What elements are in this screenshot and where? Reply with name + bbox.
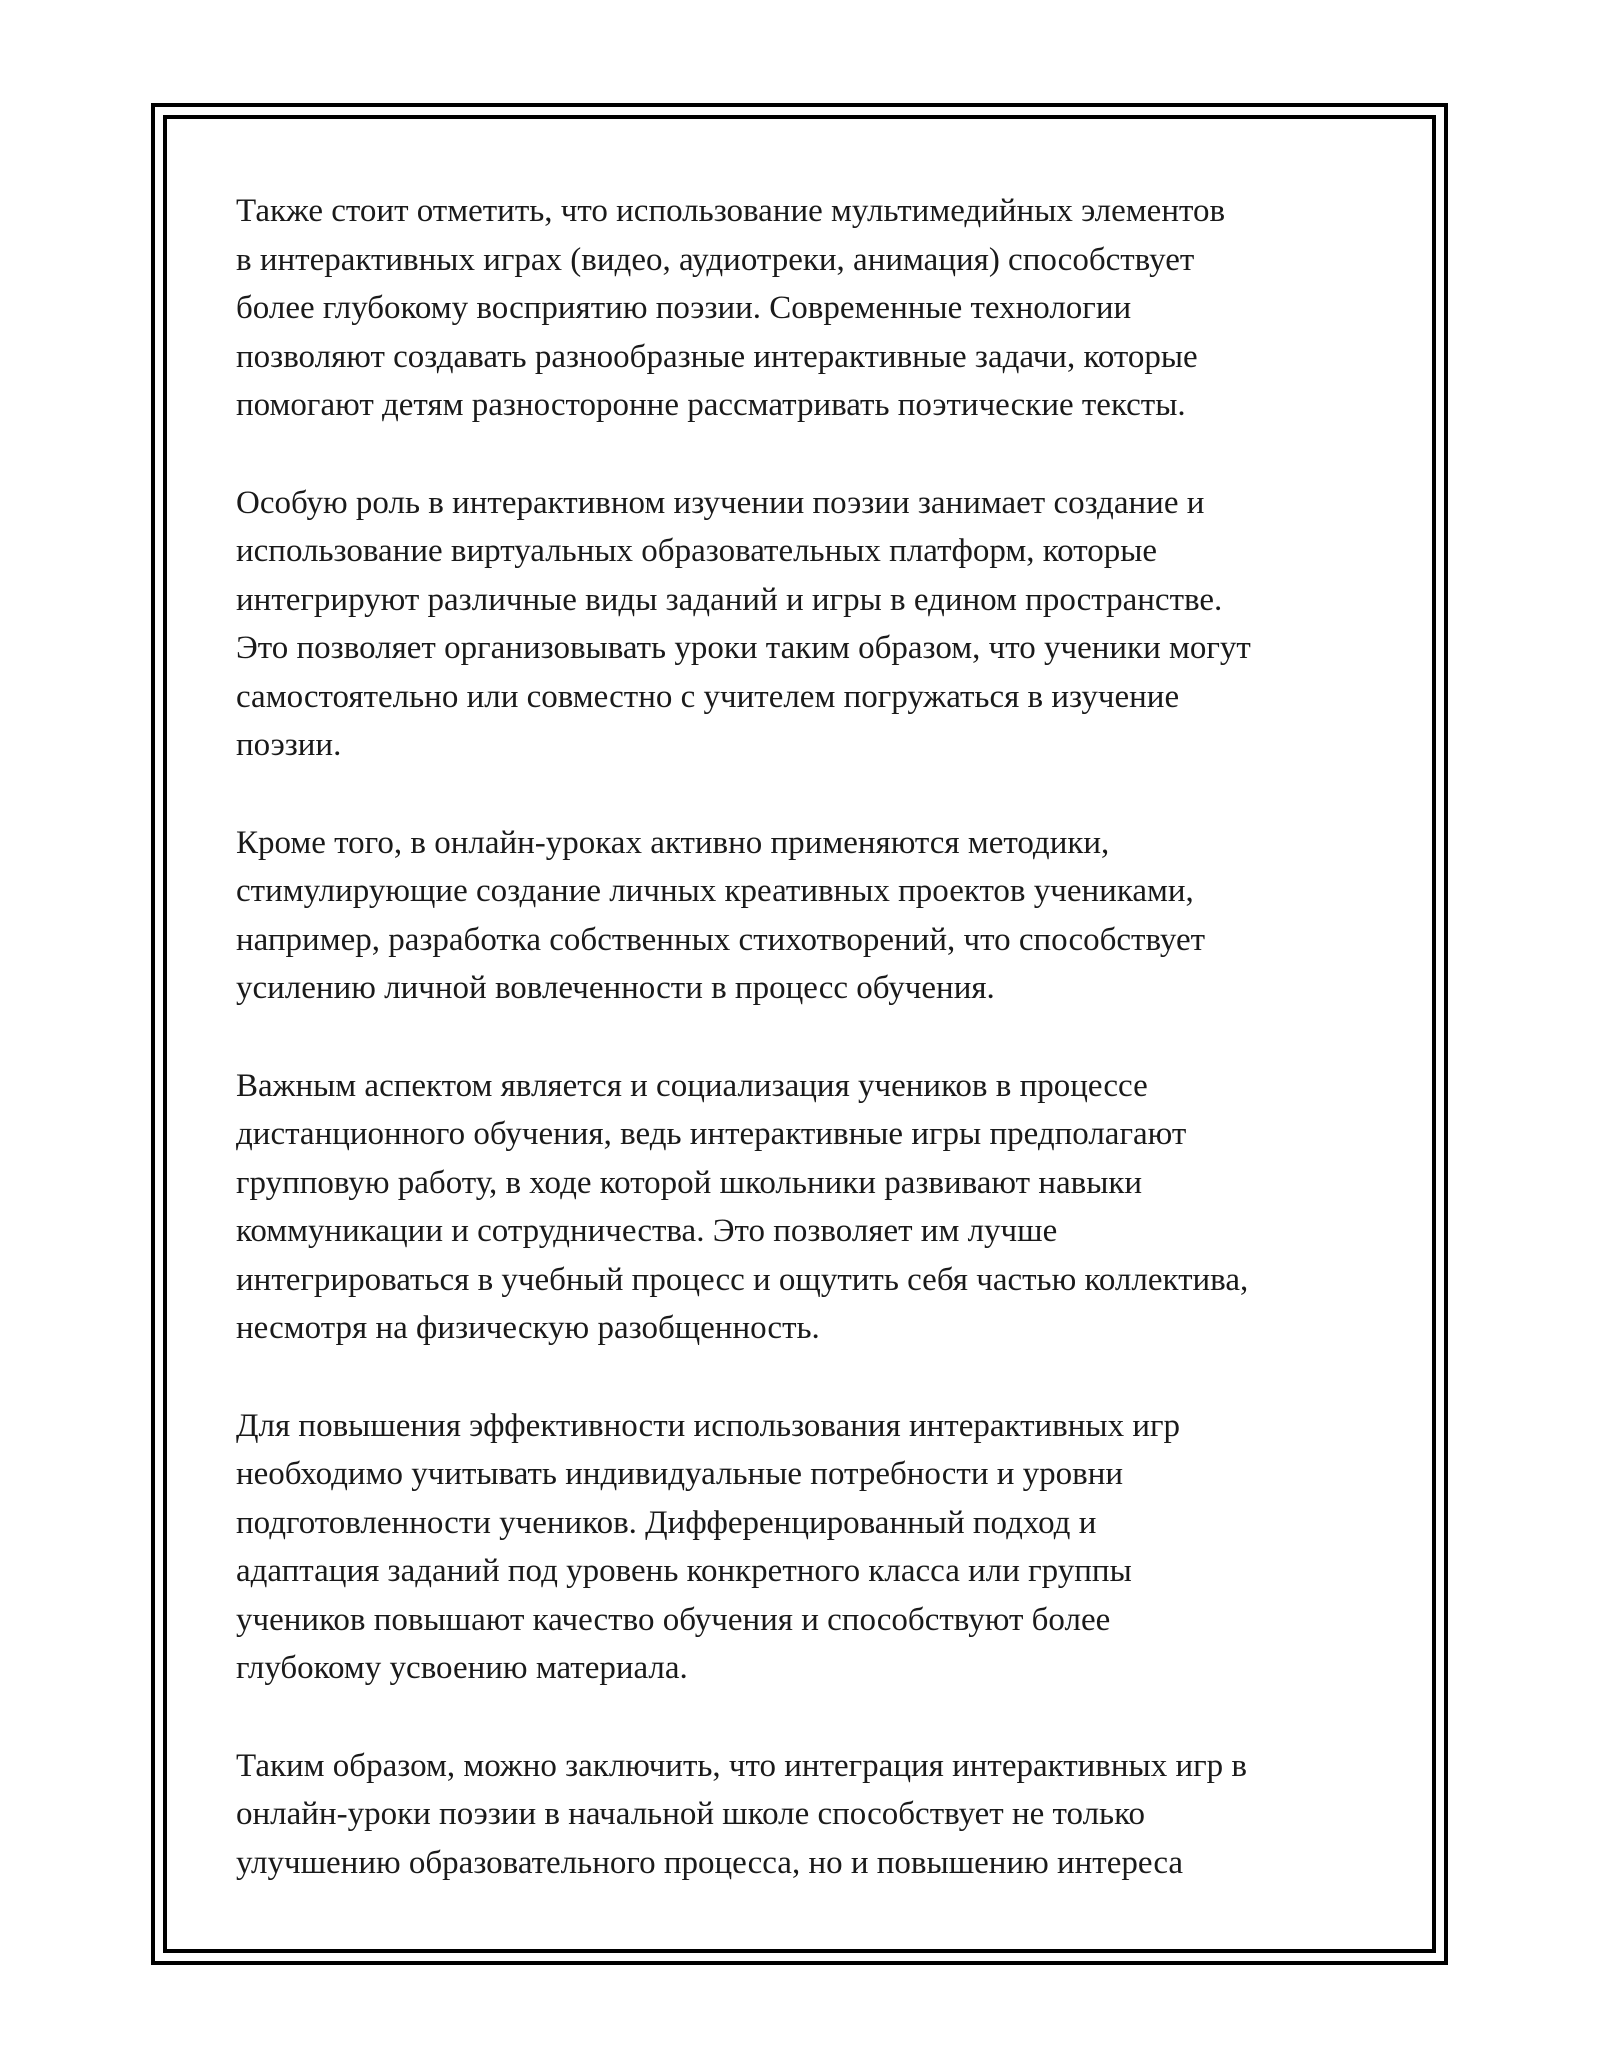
text-line: в интерактивных играх (видео, аудиотреки, анимация) способствует [236,241,1195,278]
text-line: Для повышения эффективности использования интерактивных игр [236,1407,1181,1444]
text-line: например, разработка собственных стихотворений, что способствует [236,921,1206,958]
text-line: адаптация заданий под уровень конкретного класса или группы [236,1553,1132,1589]
text-line: учеников повышают качество обучения и способствуют более [236,1601,1111,1638]
paragraph-1 [236,187,1386,430]
text-line: коммуникации и сотрудничества. Это позволяет им лучше [236,1213,1058,1249]
text-line: подготовленности учеников. Дифференцированный подход и [236,1504,1097,1541]
text-line: глубокому усвоению материала. [236,1650,688,1686]
text-line: позволяют создавать разнообразные интерактивные задачи, которые [236,338,1198,375]
text-line: Это позволяет организовывать уроки таким образом, что ученики могут [236,630,1251,666]
text-line: необходимо учитывать индивидуальные потребности и уровни [236,1456,1124,1492]
text-line: Особую роль в интерактивном изучении поэзии занимает создание и [236,484,1205,521]
text-line: Таким образом, можно заключить, что интеграция интерактивных игр в [236,1747,1247,1784]
text-line: интегрироваться в учебный процесс и ощутить себя частью коллектива, [236,1261,1249,1298]
text-line: Также стоит отметить, что использование мультимедийных элементов [236,193,1226,229]
text-line: дистанционного обучения, ведь интерактивные игры предполагают [236,1116,1187,1152]
text-line: усилению личной вовлеченности в процесс обучения. [236,970,995,1006]
paragraph-4 [236,1062,1386,1353]
text-line: Важным аспектом является и социализация учеников в процессе [236,1067,1148,1104]
document-body [236,187,1386,1936]
text-line: Кроме того, в онлайн-уроках активно применяются методики, [236,824,1110,861]
text-line: улучшению образовательного процесса, но и повышению интереса [236,1844,1184,1881]
text-line: помогают детям разносторонне рассматривать поэтические тексты. [236,387,1186,423]
text-line: поэзии. [236,727,342,763]
text-line: групповую работу, в ходе которой школьники развивают навыки [236,1164,1143,1201]
text-line: несмотря на физическую разобщенность. [236,1310,820,1346]
text-line: использование виртуальных образовательных платформ, которые [236,533,1158,569]
text-line: интегрируют различные виды заданий и игры в едином пространстве. [236,581,1223,618]
paragraph-3 [236,819,1386,1013]
text-line: онлайн-уроки поэзии в начальной школе способствует не только [236,1796,1145,1832]
text-line: стимулирующие создание личных креативных проектов учениками, [236,873,1194,909]
text-line: самостоятельно или совместно с учителем погружаться в изучение [236,678,1180,715]
text-line: более глубокому восприятию поэзии. Современные технологии [236,290,1132,326]
paragraph-5 [236,1402,1386,1693]
paragraph-6 [236,1742,1386,1888]
paragraph-2 [236,479,1386,770]
